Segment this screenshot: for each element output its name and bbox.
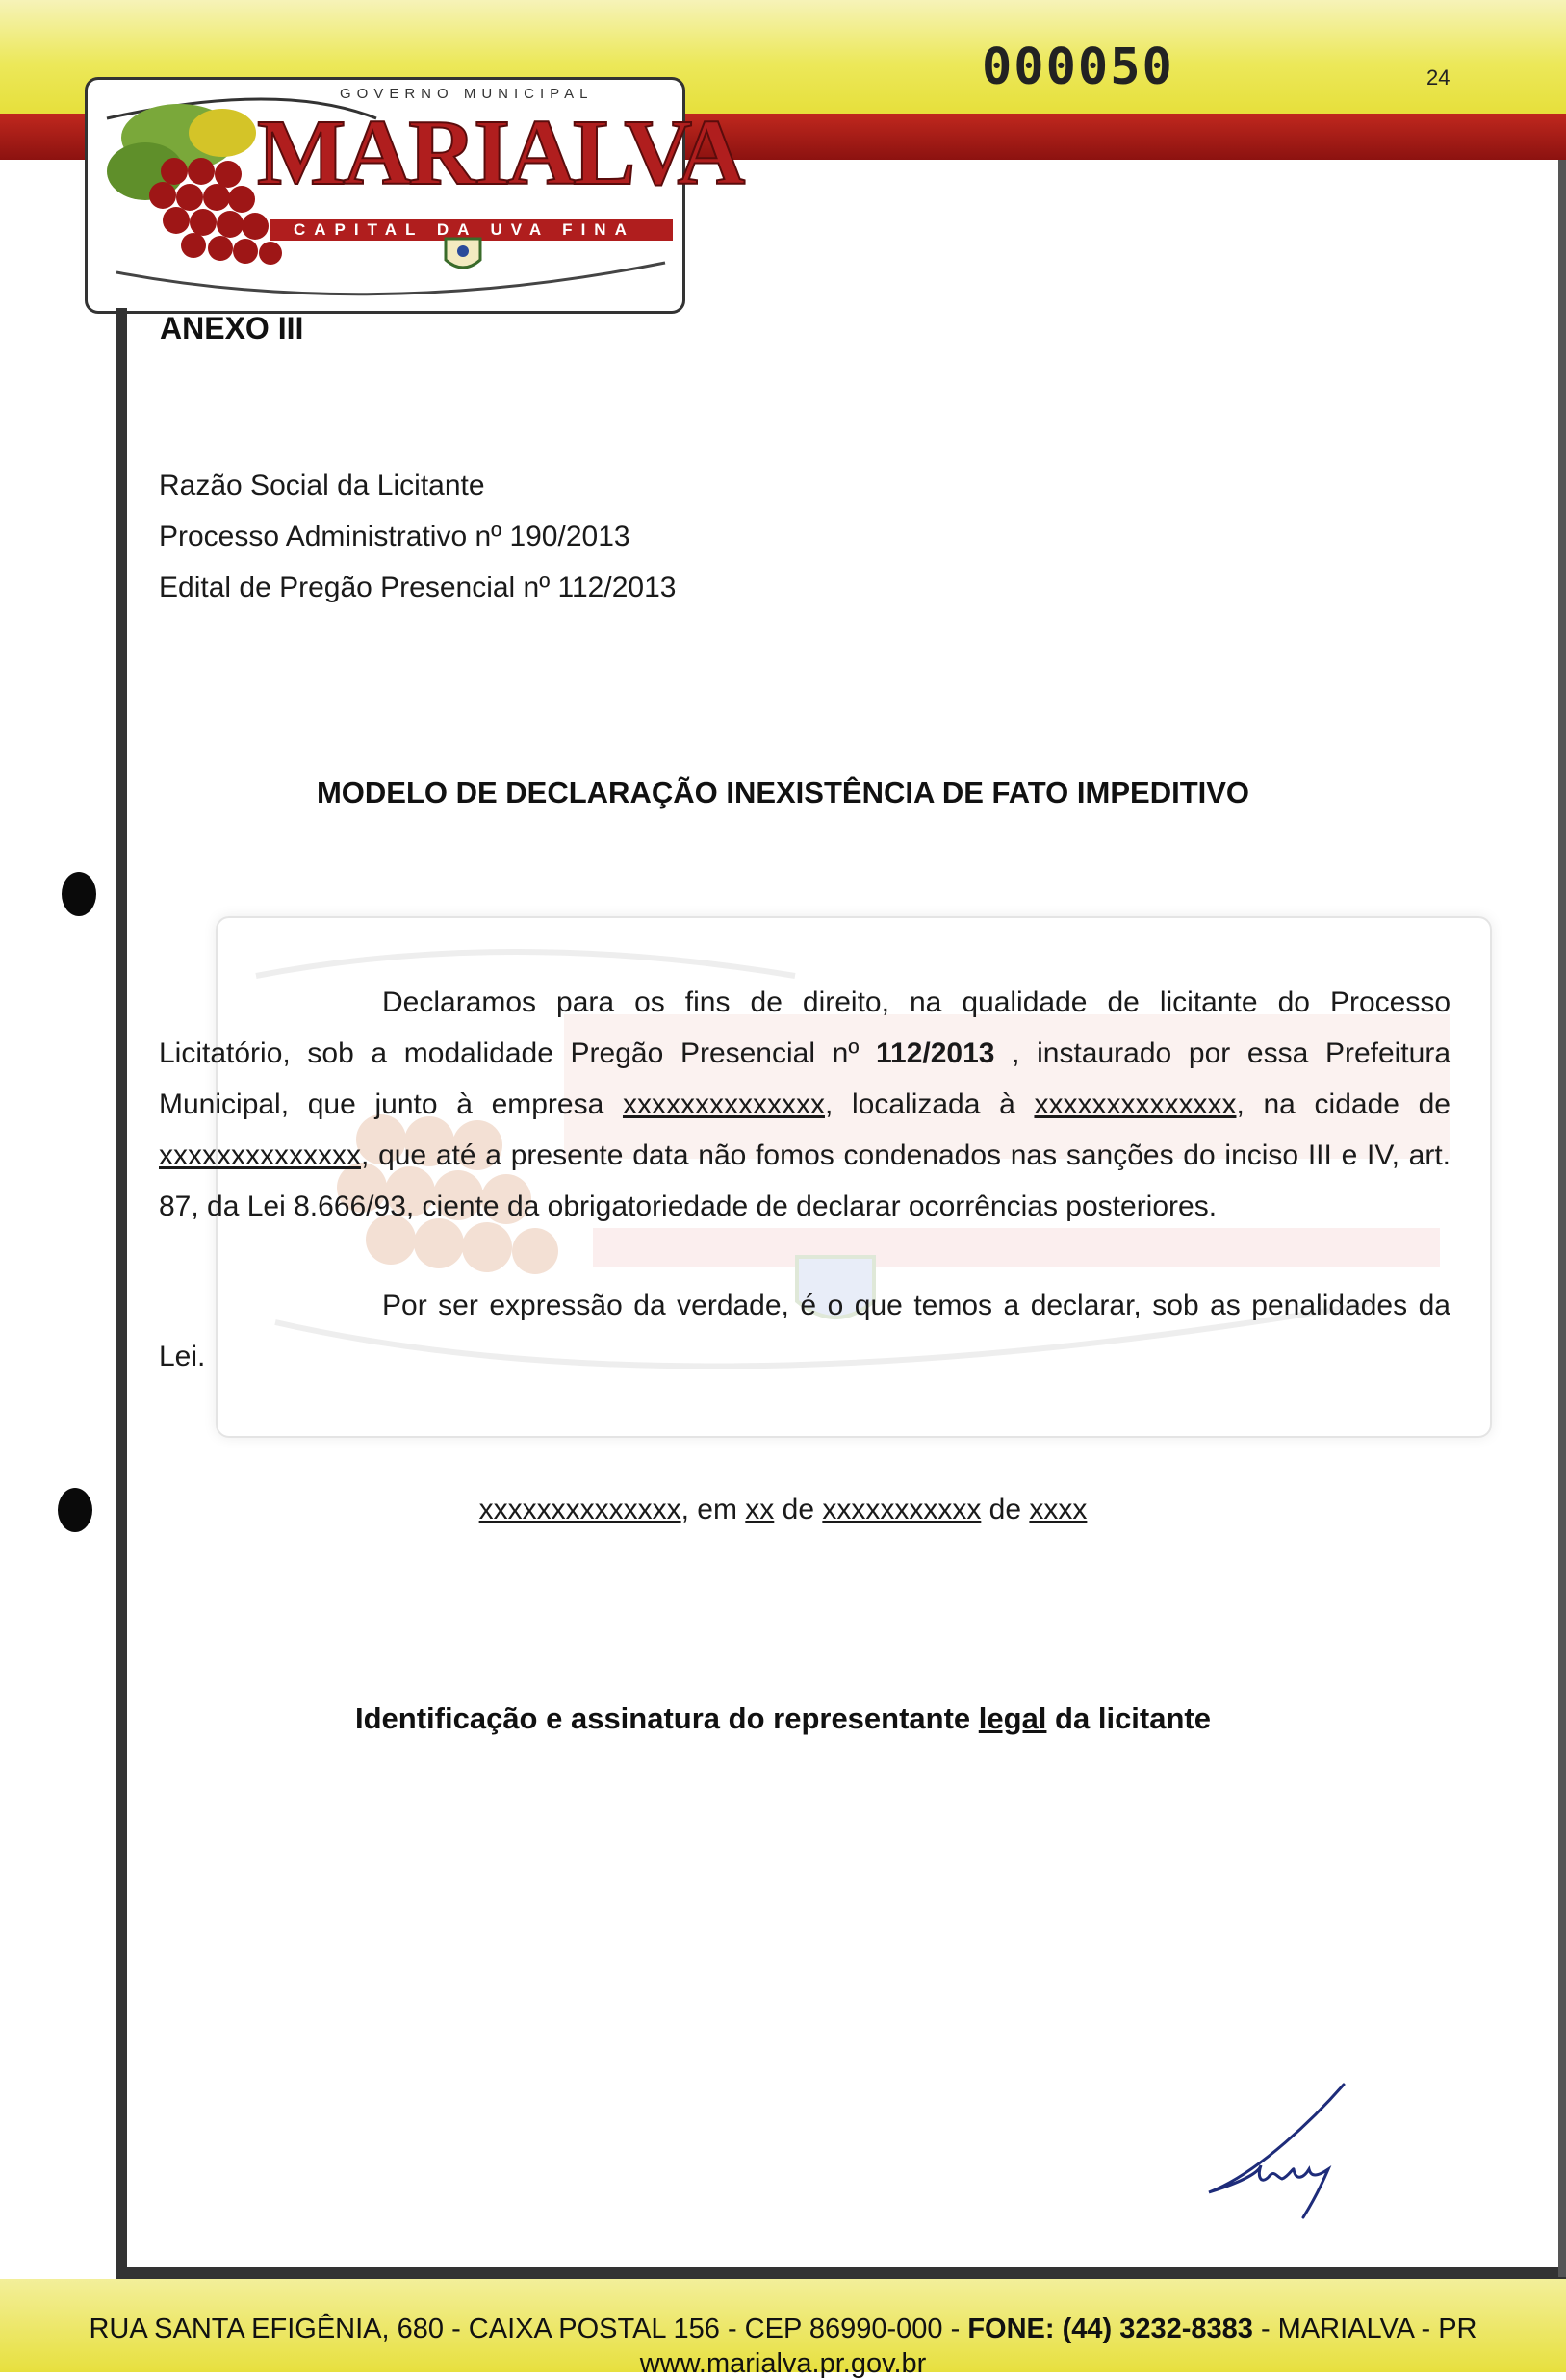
date-year: xxxx [1029,1494,1088,1525]
pregao-number: 112/2013 [875,1037,995,1069]
annex-label: ANEXO III [160,311,304,345]
date-day: xx [745,1494,775,1525]
date-de-1: de [774,1494,823,1525]
footer-address [0,2314,1566,2345]
date-em: , em [680,1494,746,1525]
company-placeholder: xxxxxxxxxxxxxx [622,1088,825,1120]
signature-caption [0,1702,1566,1736]
page-frame-bottom [116,2267,1566,2279]
process-number: Processo Administrativo nº 190/2013 [159,521,630,552]
edital-number: Edital de Pregão Presencial nº 112/2013 [159,572,677,603]
para1-text-a: Declaramos para os fins de direito, na qualidade de licitante do Processo Licitatório, sob a modalidade Pregão Presencial nº [159,986,1450,1069]
punch-hole-bottom [58,1488,92,1532]
truth-statement-paragraph: Por ser expressão da verdade, é o que temos a declarar, sob as penalidades da Lei. [159,1290,1450,1372]
handwritten-initials [1201,2077,1355,2221]
document-number: 000050 [982,38,1174,96]
logo-name: MARIALVA [257,101,743,205]
date-city: xxxxxxxxxxxxxx [478,1494,681,1525]
footer-website: www.marialva.pr.gov.br [639,2348,927,2379]
address-placeholder: xxxxxxxxxxxxxx [1034,1088,1237,1120]
document-title: MODELO DE DECLARAÇÃO INEXISTÊNCIA DE FATO IMPEDITIVO [316,776,1250,809]
page-frame-right [1558,160,1566,2277]
company-name-label: Razão Social da Licitante [159,470,485,501]
sig-caption-after: da licitante [1046,1702,1211,1735]
para1-text-i: , que até a presente data não fomos condenados nas sanções do inciso III e IV, art. 87, da Lei 8.666/93, ciente da obrigatoriedade de declarar ocorrências posteriores. [159,1139,1450,1222]
sig-caption-before: Identificação e assinatura do representante [355,1702,979,1735]
para1-text-e: , localizada à [824,1088,1035,1120]
date-de-2: de [981,1494,1030,1525]
sig-caption-legal: legal [978,1702,1047,1735]
page-number: 24 [1426,65,1450,90]
date-month: xxxxxxxxxxx [822,1494,982,1525]
page-frame-left [116,308,127,2279]
municipal-logo [85,77,743,314]
para1-text-g: , na cidade de [1236,1088,1450,1120]
footer-street: RUA SANTA EFIGÊNIA, 680 - CAIXA POSTAL 156 - CEP 86990-000 - [89,2314,968,2344]
declaration-paragraph [159,977,1450,1232]
logo-subtitle: CAPITAL DA UVA FINA [294,220,635,239]
para1-text-c: , instaurado por essa Prefeitura Municipal, que junto à empresa [159,1037,1451,1120]
city-placeholder: xxxxxxxxxxxxxx [159,1139,361,1171]
footer-phone: FONE: (44) 3232-8383 [967,2314,1253,2344]
date-line [0,1494,1566,1526]
logo-top-text: GOVERNO MUNICIPAL [340,86,594,102]
punch-hole-top [62,872,96,916]
footer-city: - MARIALVA - PR [1252,2314,1477,2344]
